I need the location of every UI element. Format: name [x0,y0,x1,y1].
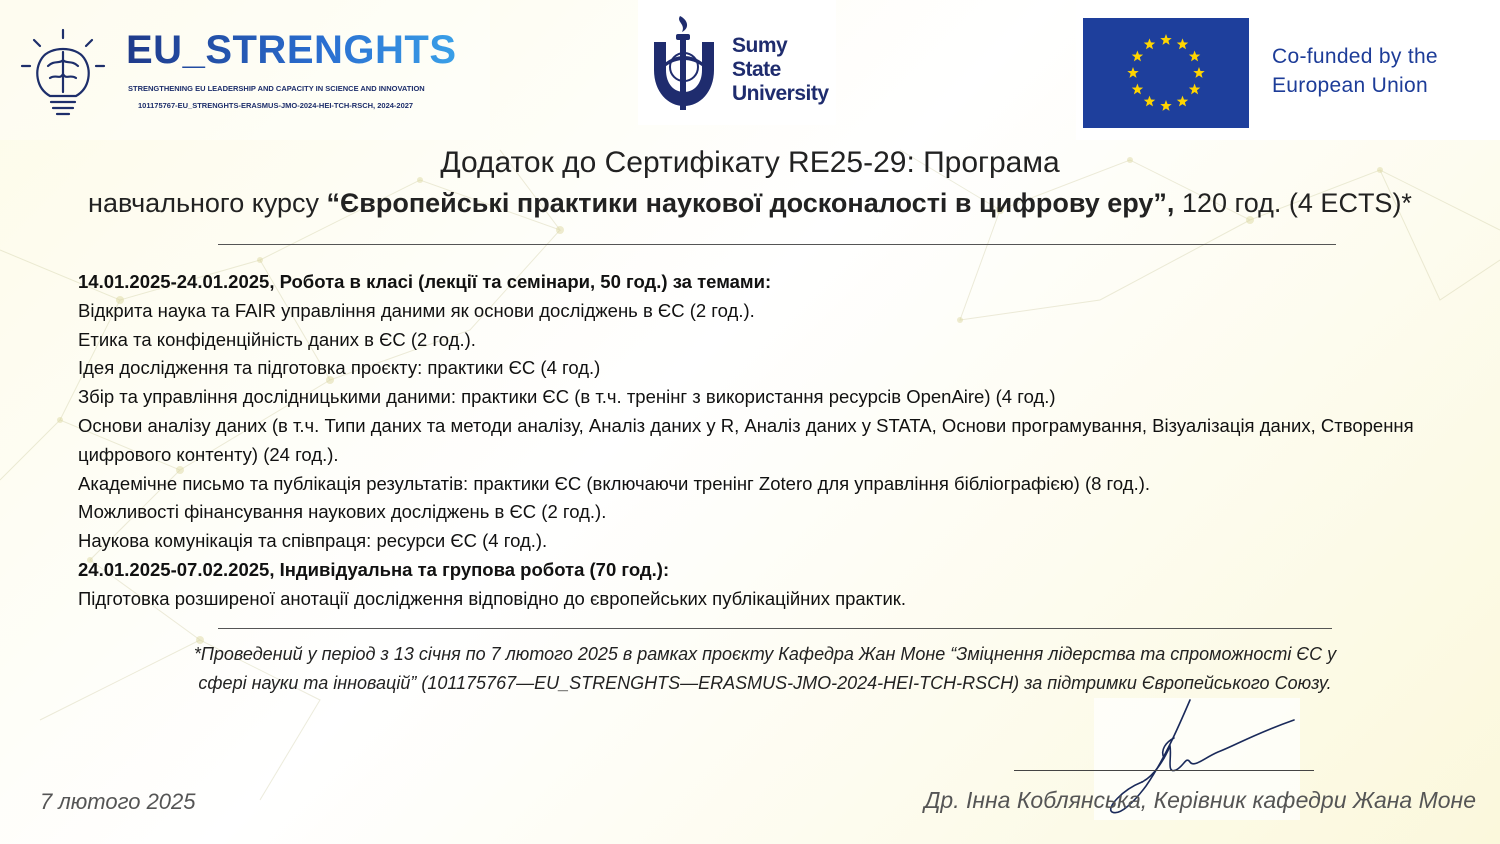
list-item: Відкрита наука та FAIR управління даними як основи досліджень в ЄС (2 год.). [78,299,755,321]
eu-star-icon [1189,84,1200,95]
list-item: Можливості фінансування наукових досліджень в ЄС (2 год.). [78,501,607,523]
bottom-divider [218,628,1332,629]
torch-globe-emblem-icon [646,12,726,114]
footnote-line1: *Проведений у період з 13 січня по 7 лютого 2025 в рамках проєкту Кафедра Жан Моне “Зміцнення лідерства та спроможності ЄС у [193,644,1337,664]
eu-star-icon [1132,51,1143,62]
list-item: Збір та управління дослідницькими даними: практики ЄС (в т.ч. тренінг з використання ресурсів OpenAire) (4 год.) [78,386,1056,408]
top-divider [218,244,1336,245]
issue-date: 7 лютого 2025 [40,789,196,814]
footnote-line2: сфері науки та інновацій” (101175767—EU_STRENGHTS—ERASMUS-JMO-2024-HEI-TCH-RSCH) за підтримки Європейського Союзу. [198,672,1332,693]
eu-star-icon [1177,96,1188,107]
eu-star-icon [1177,38,1188,49]
sumy-name-line2: State [732,58,781,81]
eu-strengths-title: EU_STRENGHTS [126,28,457,72]
eu-star-icon [1144,38,1155,49]
eu-star-icon [1144,96,1155,107]
sumy-university-name [732,34,829,106]
footnote [80,640,1450,697]
eu-star-icon [1132,84,1143,95]
section-heading-individual: 24.01.2025-07.02.2025, Індивідуальна та групова робота (70 год.): [78,558,670,580]
eu-star-icon [1160,100,1171,111]
eu-star-icon [1127,67,1138,78]
eu-cofunded-text [1272,42,1438,100]
course-title-line [0,188,1500,219]
sumy-name-line1: Sumy [732,34,788,57]
section-heading-classroom: 14.01.2025-24.01.2025, Робота в класі (лекції та семінари, 50 год.) за темами: [78,271,772,292]
eu-strengths-subtitle: STRENGTHENING EU LEADERSHIP AND CAPACITY IN SCIENCE AND INNOVATION [128,84,425,93]
list-item: Основи аналізу даних (в т.ч. Типи даних та методи аналізу, Аналіз даних у R, Аналіз даних у STATA, Основи програмування, Візуалізація даних, Створення цифрового контенту) (24 год.). [78,414,1414,465]
eu-flag-stars [1083,18,1249,128]
course-hours: 120 год. (4 ECTS)* [1174,188,1412,218]
sumy-name-line3: University [732,82,829,105]
list-item: Підготовка розширеної анотації дослідження відповідно до європейських публікаційних практик. [78,587,907,609]
sumy-state-university-logo [638,0,836,125]
eu-flag-icon [1083,18,1249,128]
program-content [78,268,1488,614]
eu-star-icon [1189,51,1200,62]
signer-name: Др. Інна Коблянська, Керівник кафедри Жана Моне [924,787,1476,813]
course-name: “Європейські практики наукової досконалості в цифрову еру”, [326,188,1175,218]
course-title-prefix: навчального курсу [88,188,327,218]
eu-strengths-logo [0,0,490,140]
signature-line [1014,770,1314,771]
eu-star-icon [1160,34,1171,45]
document-title: Додаток до Сертифікату RE25-29: Програма [440,146,1060,179]
eu-strengths-project-code: 101175767-EU_STRENGHTS-ERASMUS-JMO-2024-HEI-TCH-RSCH, 2024-2027 [138,101,414,110]
list-item: Ідея дослідження та підготовка проєкту: практики ЄС (4 год.) [78,357,601,379]
brain-lightbulb-icon [20,28,106,120]
list-item: Академічне письмо та публікація результатів: практики ЄС (включаючи тренінг Zotero для управління бібліографією) (8 год.). [78,472,1151,494]
eu-cofunded-line1: Co-funded by the [1272,45,1438,68]
eu-cofunded-line2: European Union [1272,74,1428,97]
list-item: Етика та конфіденційність даних в ЄС (2 год.). [78,328,476,350]
list-item: Наукова комунікація та співпраця: ресурси ЄС (4 год.). [78,530,548,552]
eu-cofunded-logo [1076,0,1500,140]
eu-star-icon [1193,67,1204,78]
